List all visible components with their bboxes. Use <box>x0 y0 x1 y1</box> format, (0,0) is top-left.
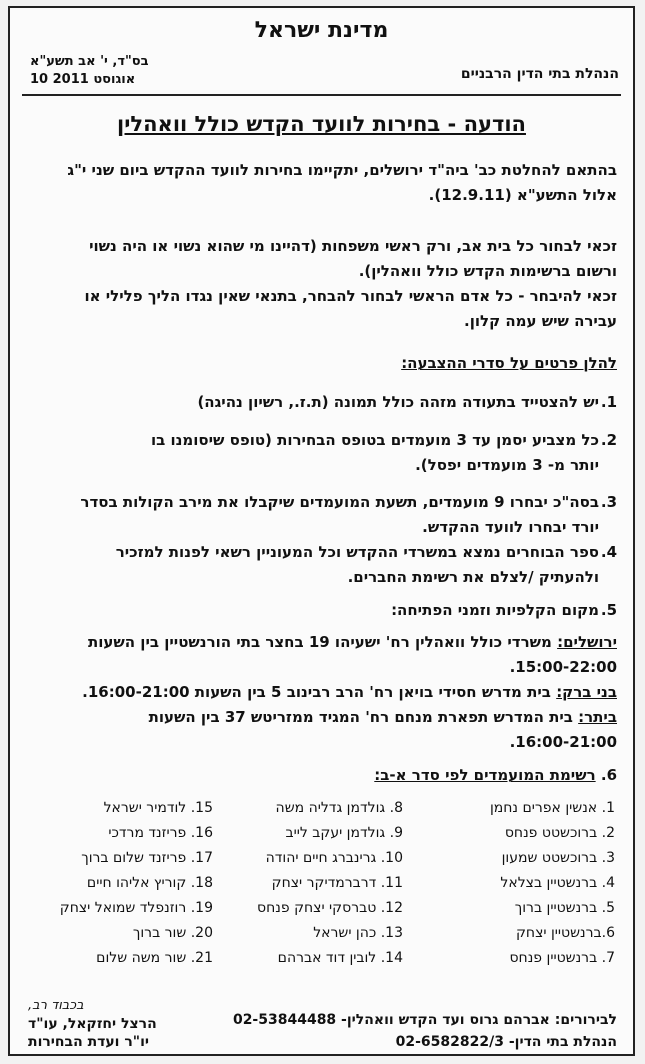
procedure-item: 1. יש להצטייד בתעודה מזהה כולל תמונה (ת.ז., רשיון נהיגה) <box>197 393 617 411</box>
notice-title: הודעה - בחירות לוועד הקדש כולל וואהלין <box>117 112 526 136</box>
procedure-item: 5. מקום הקלפיות וזמני הפתיחה: <box>391 601 617 619</box>
inquiries-line: לבירורים: אברהם גרוס ועד הקדש וואהלין- 02-53844488 <box>232 1012 617 1028</box>
polling-place-bnei-brak: בני ברק: בית מדרש חסידי בויאן רח' הרב רבינוב 5 בין השעות 16:00-21:00. <box>82 683 617 701</box>
candidate-item: 4. ברנשטיין בצלאל <box>500 875 615 891</box>
header-divider <box>22 94 621 96</box>
eligibility-paragraph <box>26 234 617 334</box>
notice-frame <box>8 6 635 1056</box>
eligibility-line: זכאי להיבחר - כל אדם הראשי לבחור להבחר, בתנאי שאין נגדו הליך פלילי או <box>84 287 617 305</box>
eligibility-line: עבירה שיש עמה קלון. <box>464 312 617 330</box>
candidate-item: 3. ברוכשטט שמעון <box>501 850 615 866</box>
procedures-heading: להלן פרטים על סדרי ההצבעה: <box>401 354 617 372</box>
inquiries-line: הנהלת בתי הדין- 02-6582822/3 <box>395 1034 617 1050</box>
candidate-item: 15. לודמיר ישראל <box>103 800 213 816</box>
candidate-item: 21. שור משה שלום <box>96 950 213 966</box>
candidate-item: 6.ברנשטיין יצחק <box>515 925 615 941</box>
candidate-item: 2. ברוכשטט פנחס <box>504 825 615 841</box>
notice-document <box>10 8 633 1054</box>
procedure-item: 3. בסה"כ יבחרו 9 מועמדים, תשעת המועמדים שיקבלו את מירב הקולות בסדר יורד יבחרו לוועד ההקדש. <box>80 493 617 536</box>
candidate-item: 19. רוזנפלד שמואל יצחק <box>59 900 213 916</box>
procedure-item: 2. כל מצביע יסמן עד 3 מועמדים בטופס הבחירות (טופס שיסומנו בו יותר מ- 3 מועמדים יפסל). <box>150 431 617 474</box>
intro-line: בהתאם להחלטת כב' ביה"ד ירושלים, יתקיימו בחירות לוועד ההקדש ביום שני י"ג <box>67 161 617 179</box>
eligibility-line: זכאי לבחור כל בית אב, ורק ראשי משפחות (דהיינו מי שהוא נשוי או היה נשוי <box>89 237 617 255</box>
procedure-item: 4. ספר הבוחרים נמצא במשרדי ההקדש וכל המעוניין רשאי לפנות למזכיר ולהעתיק /לצלם את רשימת החברים. <box>115 543 617 586</box>
intro-paragraph <box>26 158 617 208</box>
gregorian-date: 10 אוגוסט 2011 <box>30 72 136 87</box>
candidate-item: 11. דרברמדיקר יצחק <box>271 875 403 891</box>
intro-line: אלול התשע"א (12.9.11). <box>428 186 617 204</box>
polling-place-beitar: ביתר: בית המדרש תפארת מנחם רח' המגיד ממזריטש 37 בין השעות 16:00-21:00. <box>148 708 617 751</box>
candidate-item: 9. גולדמן יעקב לייב <box>285 825 403 841</box>
eligibility-line: ורשום ברשימות הקדש כולל וואהלין). <box>358 262 617 280</box>
candidate-item: 16. פריזנד מרדכי <box>108 825 213 841</box>
candidate-item: 8. גולדמן גדליה משה <box>275 800 403 816</box>
candidate-item: 18. קוריץ אליהו חיים <box>86 875 213 891</box>
state-title: מדינת ישראל <box>254 18 389 43</box>
polling-place-jerusalem: ירושלים: משרדי כולל וואהלין רח' ישעיהו 19 בחצר בתי הורנשטיין בין השעות 15:00-22:00. <box>88 633 617 676</box>
candidate-item: 20. שור ברוך <box>132 925 213 941</box>
candidate-item: 14. לובין דוד אברהם <box>277 950 403 966</box>
candidate-item: 7. ברנשטיין פנחס <box>509 950 615 966</box>
signer-role: יו"ר ועדת הבחירות <box>28 1034 150 1050</box>
hebrew-date: בס"ד, י' אב תשע"א <box>30 54 149 69</box>
candidates-heading: 6. רשימת המועמדים לפי סדר א-ב: <box>374 766 617 784</box>
candidate-item: 5. ברנשטיין ברוך <box>514 900 615 916</box>
candidate-item: 12. טברסקי יצחק פנחס <box>257 900 403 916</box>
candidate-item: 17. פריזנד שלום ברוך <box>81 850 213 866</box>
candidate-item: 13. כהן ישראל <box>313 925 403 941</box>
regards-text: בכבוד רב, <box>28 998 84 1013</box>
candidate-item: 10. גרינברג חיים יהודה <box>265 850 403 866</box>
authority-name: הנהלת בתי הדין הרבניים <box>460 66 619 82</box>
signer-name: הרצל יחזקאל, עו"ד <box>28 1016 157 1032</box>
candidate-item: 1. אנשין אפרים נחמן <box>489 800 615 816</box>
